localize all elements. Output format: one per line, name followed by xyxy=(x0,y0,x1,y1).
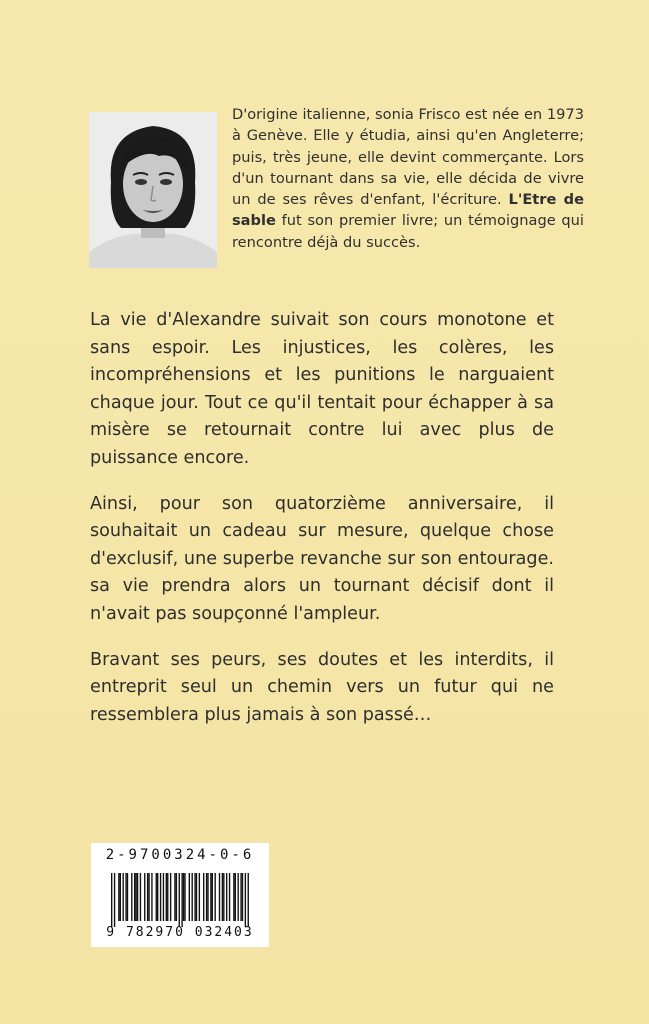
synopsis-paragraph-2: Ainsi, pour son quatorzième anniversaire, il souhaitait un cadeau sur mesure, quelque chose d'exclusif, une superbe revanche sur son entourage. sa vie prendra alors un tournant décisif dont il n'avait pas soupçonné l'ampleur. xyxy=(90,493,554,624)
barcode-bar xyxy=(210,873,211,921)
barcode-bar xyxy=(118,873,119,921)
barcode-bar xyxy=(144,873,145,921)
barcode-bar xyxy=(215,873,216,921)
barcode-bar xyxy=(238,873,239,921)
author-bio xyxy=(232,104,584,253)
barcode-bar xyxy=(148,873,149,921)
barcode-bar xyxy=(176,873,177,921)
barcode-bar xyxy=(235,873,236,921)
synopsis xyxy=(90,307,554,747)
barcode-bar xyxy=(207,873,208,921)
barcode-bar xyxy=(160,873,161,921)
barcode-bar xyxy=(163,873,164,921)
barcode-bar xyxy=(240,873,241,921)
barcode-bar xyxy=(223,873,224,921)
barcode-bar xyxy=(212,873,213,921)
barcode-bar xyxy=(181,873,182,927)
barcode-bar xyxy=(114,873,115,927)
synopsis-paragraph-1: La vie d'Alexandre suivait son cours monotone et sans espoir. Les injustices, les colères, les incompréhensions et les punitions le narguaient chaque jour. Tout ce qu'il tentait pour échapper à sa misère se retournait contre lui avec plus de puissance encore. xyxy=(90,310,554,468)
barcode-bar xyxy=(135,873,136,921)
barcode-bar xyxy=(233,873,234,921)
barcode-bar xyxy=(170,873,171,921)
barcode-bar xyxy=(194,873,195,921)
book-title: L'Etre de sable xyxy=(232,191,584,230)
barcode-bar xyxy=(140,873,141,921)
barcode-bar xyxy=(166,873,167,921)
barcode-bar xyxy=(203,873,204,921)
barcode-bar xyxy=(245,873,246,927)
barcode xyxy=(111,873,249,927)
barcode-bar xyxy=(157,873,158,921)
barcode-bar xyxy=(184,873,185,921)
barcode-bar xyxy=(167,873,168,921)
synopsis-paragraph-3: Bravant ses peurs, ses doutes et les interdits, il entreprit seul un chemin vers un futur qui ne ressemblera plus jamais à son passé… xyxy=(90,649,554,725)
barcode-bar xyxy=(174,873,175,921)
author-bio-text: D'origine italienne, sonia Frisco est née en 1973 à Genève. Elle y étudia, ainsi qu'en Angleterre; puis, très jeune, elle devint commerçante. Lors d'un tournant dans sa vie, elle décida de vivre un de ses rêves d'enfant, l'écriture. xyxy=(232,106,584,209)
author-photo xyxy=(89,112,217,268)
barcode-bar xyxy=(125,873,126,921)
isbn-number: 2-9700324-0-6 xyxy=(105,847,255,863)
barcode-bar xyxy=(222,873,223,921)
ean-number: 9 782970 032403 xyxy=(106,925,254,940)
barcode-bar xyxy=(111,873,112,927)
barcode-bar xyxy=(179,873,180,927)
barcode-bar xyxy=(192,873,193,921)
barcode-bar xyxy=(196,873,197,921)
barcode-bar xyxy=(134,873,135,921)
barcode-bar xyxy=(120,873,121,921)
barcode-bar xyxy=(147,873,148,921)
barcode-bar xyxy=(242,873,243,921)
isbn-barcode-box xyxy=(91,843,269,947)
barcode-bar xyxy=(123,873,124,921)
barcode-bar xyxy=(189,873,190,921)
barcode-bar xyxy=(248,873,249,927)
barcode-bar xyxy=(199,873,200,921)
barcode-bar xyxy=(156,873,157,921)
author-bio-text-end: fut son premier livre; un témoignage qui rencontre déjà du succès. xyxy=(232,212,584,251)
barcode-bar xyxy=(219,873,220,921)
barcode-bar xyxy=(131,873,132,921)
barcode-bar xyxy=(127,873,128,921)
barcode-bar xyxy=(226,873,227,921)
barcode-bar xyxy=(206,873,207,921)
barcode-bar xyxy=(151,873,152,921)
barcode-bar xyxy=(229,873,230,921)
barcode-bar xyxy=(137,873,138,921)
barcode-bar xyxy=(183,873,184,921)
